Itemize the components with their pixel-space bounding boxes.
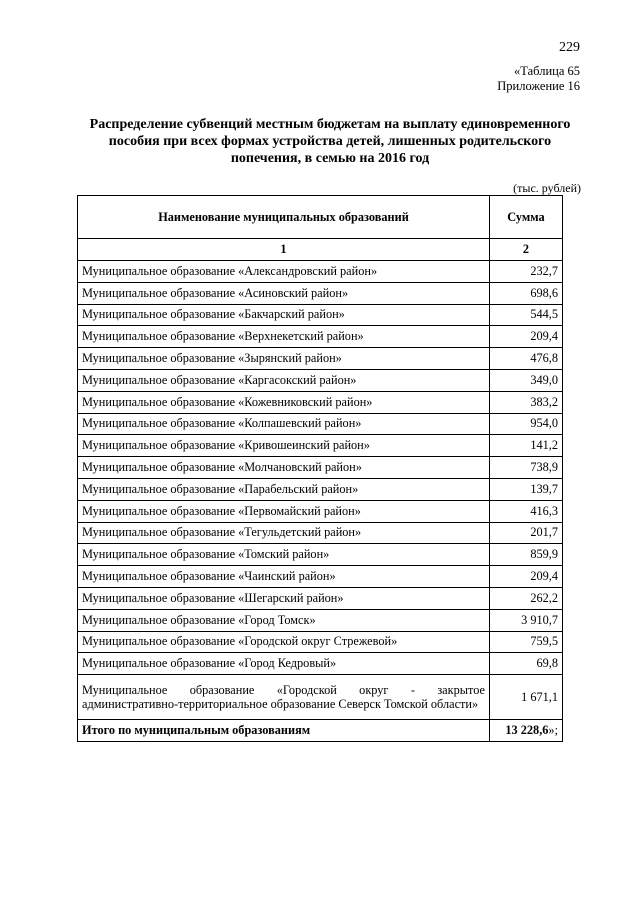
municipality-name: Муниципальное образование «Город Кедровый» — [78, 653, 490, 675]
table-row — [78, 675, 563, 720]
municipality-name: Муниципальное образование «Александровский район» — [78, 261, 490, 283]
table-row — [78, 500, 563, 522]
municipality-name: Муниципальное образование «Городской округ - закрытое административно-территориальное образование Северск Томской области» — [78, 675, 490, 720]
table-row — [78, 478, 563, 500]
municipality-name: Муниципальное образование «Каргасокский район» — [78, 369, 490, 391]
table-row — [78, 631, 563, 653]
table-reference: «Таблица 65 — [514, 64, 580, 78]
subvention-amount: 759,5 — [490, 631, 563, 653]
municipality-name: Муниципальное образование «Тегульдетский район» — [78, 522, 490, 544]
document-title: Распределение субвенций местным бюджетам на выплату единовременного пособия при всех формах устройства детей, лишенных родительского попечения, в семью на 2016 год — [89, 117, 571, 166]
subvention-amount: 738,9 — [490, 457, 563, 479]
table-row — [78, 457, 563, 479]
subvention-amount: 954,0 — [490, 413, 563, 435]
subvention-amount: 383,2 — [490, 391, 563, 413]
table-row — [78, 653, 563, 675]
municipality-name: Муниципальное образование «Молчановский район» — [78, 457, 490, 479]
total-suffix: »; — [548, 723, 558, 738]
table-row — [78, 522, 563, 544]
table-row — [78, 566, 563, 588]
header-sum-column: Сумма — [490, 196, 563, 239]
table-row — [78, 413, 563, 435]
attachment-reference: Приложение 16 — [497, 79, 580, 93]
municipality-name: Муниципальное образование «Город Томск» — [78, 609, 490, 631]
subvention-amount: 69,8 — [490, 653, 563, 675]
total-value: 13 228,6 — [505, 723, 549, 738]
subvention-amount: 141,2 — [490, 435, 563, 457]
table-row — [78, 304, 563, 326]
subvention-amount: 859,9 — [490, 544, 563, 566]
total-label: Итого по муниципальным образованиям — [78, 720, 490, 742]
table-row — [78, 348, 563, 370]
municipality-name: Муниципальное образование «Зырянский район» — [78, 348, 490, 370]
column-number-2: 2 — [490, 239, 563, 261]
subvention-amount: 349,0 — [490, 369, 563, 391]
municipality-name: Муниципальное образование «Чаинский район» — [78, 566, 490, 588]
municipality-name: Муниципальное образование «Первомайский район» — [78, 500, 490, 522]
table-row — [78, 282, 563, 304]
table-row — [78, 261, 563, 283]
table-row — [78, 435, 563, 457]
subvention-amount: 698,6 — [490, 282, 563, 304]
subvention-amount: 544,5 — [490, 304, 563, 326]
units-note: (тыс. рублей) — [513, 181, 581, 195]
total-row — [78, 720, 563, 742]
municipality-name: Муниципальное образование «Верхнекетский район» — [78, 326, 490, 348]
header-name-column: Наименование муниципальных образований — [78, 196, 490, 239]
municipality-name: Муниципальное образование «Томский район» — [78, 544, 490, 566]
subvention-amount: 232,7 — [490, 261, 563, 283]
municipality-name: Муниципальное образование «Колпашевский район» — [78, 413, 490, 435]
subvention-amount: 1 671,1 — [490, 675, 563, 720]
municipality-name: Муниципальное образование «Асиновский район» — [78, 282, 490, 304]
subvention-amount: 139,7 — [490, 478, 563, 500]
subvention-amount: 476,8 — [490, 348, 563, 370]
municipality-name: Муниципальное образование «Городской округ Стрежевой» — [78, 631, 490, 653]
subvention-amount: 3 910,7 — [490, 609, 563, 631]
municipality-name: Муниципальное образование «Бакчарский район» — [78, 304, 490, 326]
budget-table — [77, 195, 563, 742]
subvention-amount: 416,3 — [490, 500, 563, 522]
total-value-cell — [490, 720, 563, 742]
subvention-amount: 209,4 — [490, 326, 563, 348]
municipality-name: Муниципальное образование «Шегарский район» — [78, 587, 490, 609]
appendix-reference — [497, 64, 580, 94]
table-header-row — [78, 196, 563, 239]
municipality-name: Муниципальное образование «Кожевниковский район» — [78, 391, 490, 413]
table-row — [78, 544, 563, 566]
column-number-row — [78, 239, 563, 261]
table-row — [78, 391, 563, 413]
table-row — [78, 326, 563, 348]
municipality-name: Муниципальное образование «Кривошеинский район» — [78, 435, 490, 457]
column-number-1: 1 — [78, 239, 490, 261]
table-row — [78, 609, 563, 631]
subvention-amount: 209,4 — [490, 566, 563, 588]
table-body — [78, 261, 563, 720]
municipality-name: Муниципальное образование «Парабельский район» — [78, 478, 490, 500]
subvention-amount: 262,2 — [490, 587, 563, 609]
subvention-amount: 201,7 — [490, 522, 563, 544]
page-number: 229 — [559, 40, 580, 55]
table-row — [78, 587, 563, 609]
table-row — [78, 369, 563, 391]
